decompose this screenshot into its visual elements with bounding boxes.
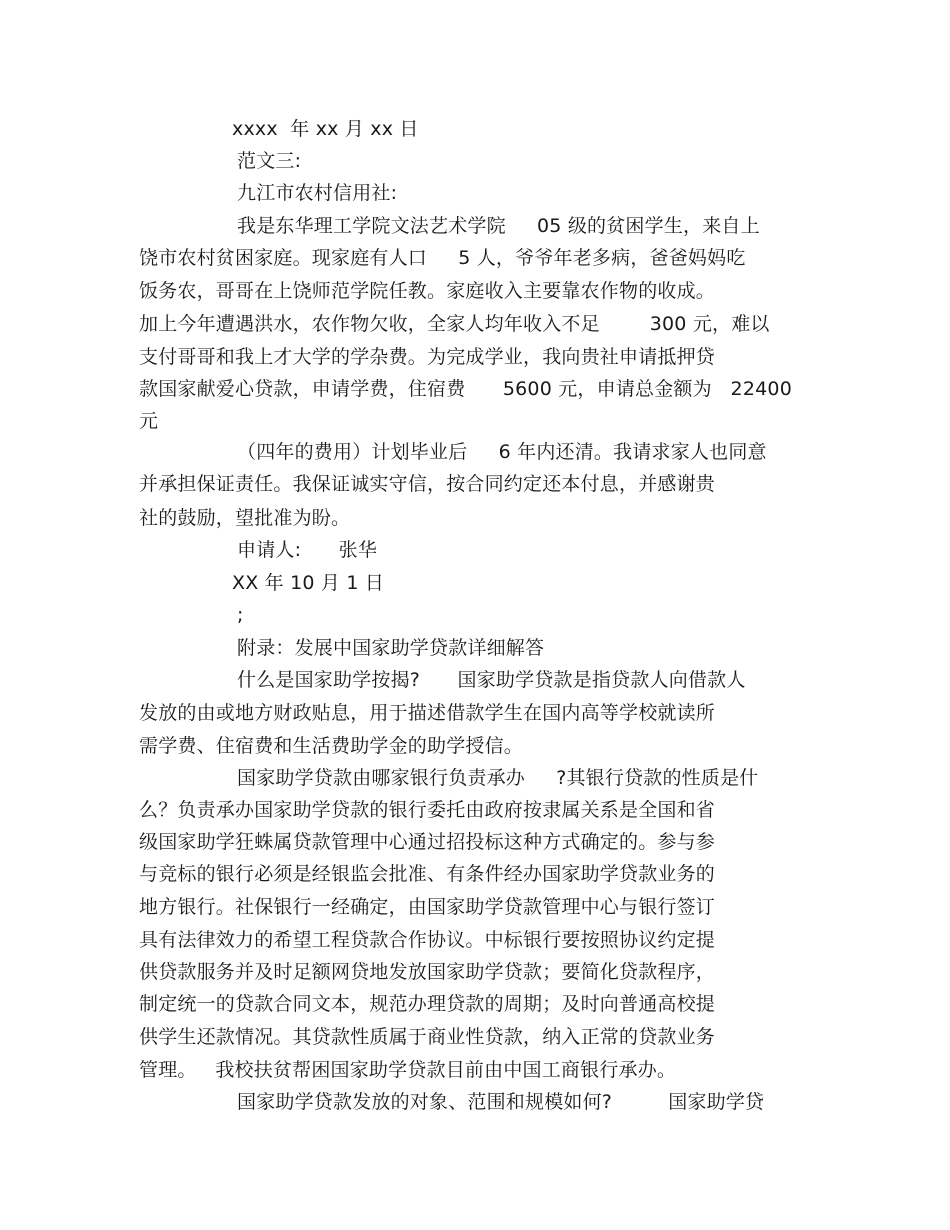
body-line: 管理。 我校扶贫帮困国家助学贷款目前由中国工商银行承办。 (139, 1059, 677, 1081)
body-line: 我是东华理工学院文法艺术学院 05 级的贫困学生，来自上 (237, 215, 760, 237)
body-line: 什么是国家助学按揭? 国家助学贷款是指贷款人向借款人 (237, 669, 746, 691)
body-line: 加上今年遭遇洪水，农作物欠收，全家人均年收入不足 300 元，难以 (139, 313, 770, 335)
body-line: 支付哥哥和我上才大学的学杂费。为完成学业，我向贵社申请抵押贷 (139, 346, 716, 368)
body-line: 款国家献爱心贷款，申请学费，住宿费 5600 元，申请总金额为 22400 (139, 378, 792, 400)
separator-mark: ; (237, 604, 244, 626)
body-line: 供学生还款情况。其贷款性质属于商业性贷款，纳入正常的贷款业务 (139, 1026, 716, 1048)
body-line: 供贷款服务并及时足额网贷地发放国家助学贷款；要简化贷款程序， (139, 961, 716, 983)
body-line: 并承担保证责任。我保证诚实守信，按合同约定还本付息，并感谢贵 (139, 473, 716, 495)
addressee: 九江市农村信用社: (237, 182, 398, 204)
body-line: 国家助学贷款发放的对象、范围和规模如何? 国家助学贷 (237, 1091, 765, 1113)
body-line: 元 (139, 410, 159, 432)
body-line: 与竞标的银行必须是经银监会批准、有条件经办国家助学贷款业务的 (139, 863, 716, 885)
body-line: 饭务农，哥哥在上饶师范学院任教。家庭收入主要靠农作物的收成。 (139, 280, 716, 302)
signature-date: XX 年 10 月 1 日 (232, 572, 385, 594)
body-line: 么？负责承办国家助学贷款的银行委托由政府按隶属关系是全国和省 (139, 799, 716, 821)
appendix-heading: 附录：发展中国家助学贷款详细解答 (237, 637, 545, 659)
applicant-line: 申请人: 张华 (237, 539, 378, 561)
date-line: xxxx 年 xx 月 xx 日 (232, 118, 419, 140)
body-line: （四年的费用）计划毕业后 6 年内还清。我请求家人也同意 (237, 441, 767, 463)
body-line: 发放的由或地方财政贴息，用于描述借款学生在国内高等学校就读所 (139, 702, 716, 724)
body-line: 需学费、住宿费和生活费助学金的助学授信。 (139, 735, 524, 757)
body-line: 饶市农村贫困家庭。现家庭有人口 5 人，爷爷年老多病，爸爸妈妈吃 (139, 247, 746, 269)
body-line: 具有法律效力的希望工程贷款合作协议。中标银行要按照协议约定提 (139, 929, 716, 951)
body-line: 制定统一的贷款合同文本，规范办理贷款的周期；及时向普通高校提 (139, 993, 716, 1015)
sample-heading: 范文三: (237, 150, 302, 172)
body-line: 社的鼓励，望批准为盼。 (139, 507, 351, 529)
body-line: 地方银行。社保银行一经确定，由国家助学贷款管理中心与银行签订 (139, 896, 716, 918)
body-line: 级国家助学狂蛛属贷款管理中心通过招投标这种方式确定的。参与参 (139, 831, 716, 853)
body-line: 国家助学贷款由哪家银行负责承办 ?其银行贷款的性质是什 (237, 767, 759, 789)
